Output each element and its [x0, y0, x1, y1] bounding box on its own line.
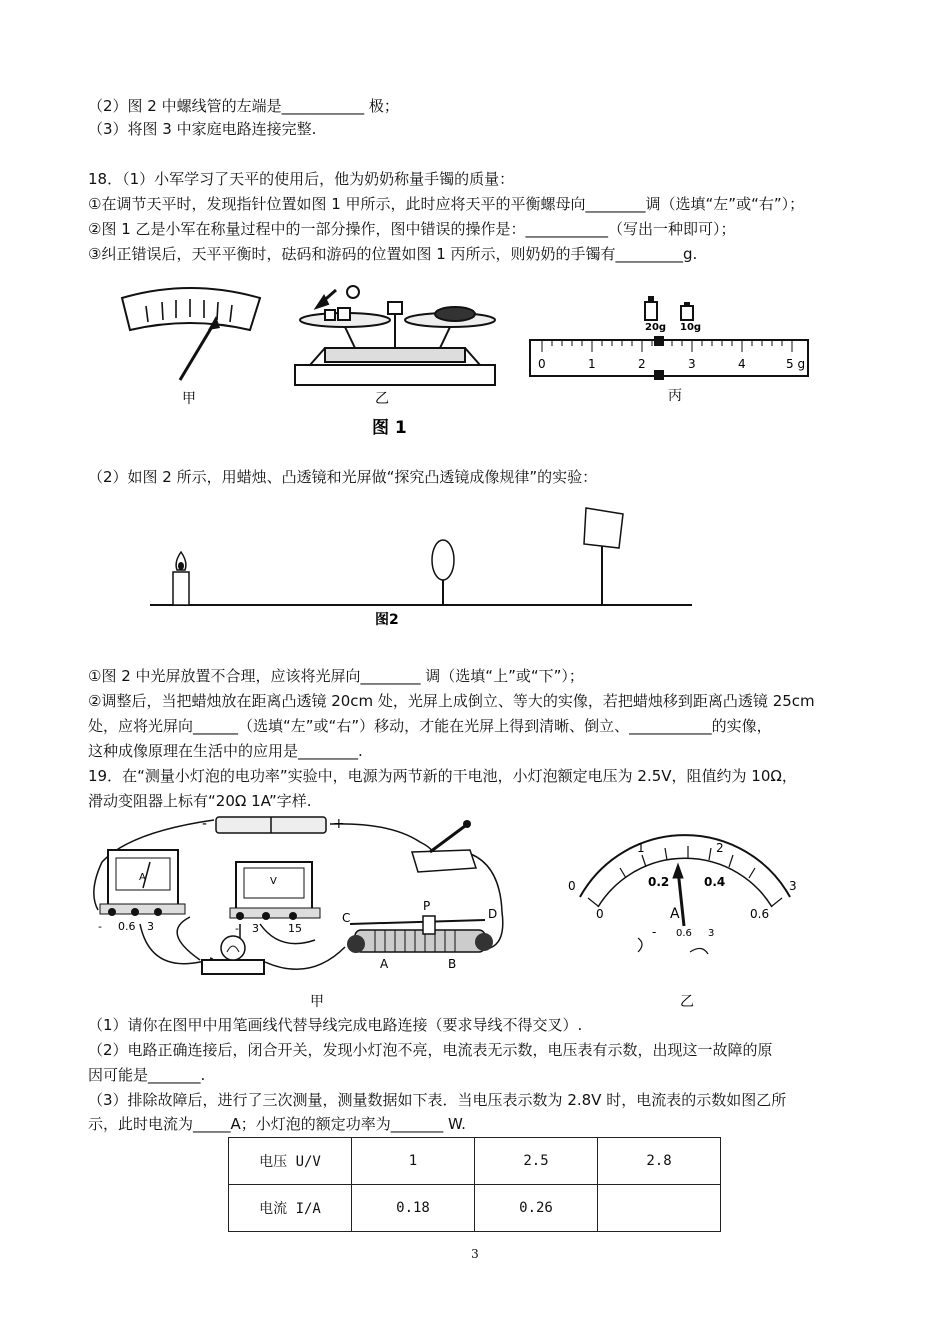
dial-outer-1: 1 — [637, 841, 645, 855]
dial-outer-2: 2 — [716, 841, 724, 855]
dial-inner-0.2: 0.2 — [648, 875, 670, 889]
table-cell: 1 — [352, 1138, 475, 1185]
table-cell: 0.26 — [475, 1185, 598, 1232]
q18-step-1: ①在调节天平时，发现指针位置如图 1 甲所示，此时应将天平的平衡螺母向________调（选填“左”或“右”）； — [88, 195, 805, 213]
q19-step-2b: 因可能是_______. — [88, 1066, 206, 1084]
page-number: 3 — [471, 1247, 479, 1261]
q18-part2-step-2a: ②调整后，当把蜡烛放在距离凸透镜 20cm 处，光屏上成倒立、等大的实像，若把蜡烛移到距离凸透镜 25cm — [88, 692, 815, 710]
table-cell: 2.8 — [598, 1138, 721, 1185]
dial-terminal-3: 3 — [708, 928, 715, 939]
circuit-figure — [90, 812, 810, 1012]
weight-10g-label: 10g — [680, 322, 702, 333]
scale-tick-4: 4 — [738, 357, 746, 371]
rheostat-label-p: P — [423, 899, 431, 913]
dial-inner-0.4: 0.4 — [704, 875, 726, 889]
fig1-label-bing: 丙 — [668, 388, 682, 404]
balance-diagram — [295, 286, 495, 385]
voltmeter-letter: V — [270, 876, 277, 887]
fig1-label-jia: 甲 — [182, 391, 196, 407]
fig2-caption: 图2 — [375, 612, 399, 628]
rheostat — [347, 916, 493, 953]
q18-step-2: ②图 1 乙是小军在称量过程中的一部分操作，图中错误的操作是：___________（写出一种即可）； — [88, 220, 736, 238]
dial-terminal-minus: - — [652, 925, 657, 939]
figure-1 — [110, 280, 830, 445]
q19-heading-b: 滑动变阻器上标有“20Ω 1A”字样. — [88, 792, 312, 810]
table-cell: 电流 I/A — [229, 1185, 352, 1232]
dial-terminal-0.6: 0.6 — [676, 928, 692, 939]
table-cell: 电压 U/V — [229, 1138, 352, 1185]
q17-line-2: （2）图 2 中螺线管的左端是___________ 极； — [88, 97, 399, 115]
voltmeter-terminal-3: 3 — [252, 922, 259, 935]
figure-2 — [150, 500, 700, 635]
q19-step-1: （1）请你在图甲中用笔画线代替导线完成电路连接（要求导线不得交叉）. — [88, 1016, 583, 1034]
ammeter-terminal-3: 3 — [147, 920, 154, 933]
voltmeter-terminal-15: 15 — [288, 922, 302, 935]
q18-heading: 18．（1）小军学习了天平的使用后，他为奶奶称量手镯的质量： — [88, 170, 515, 188]
ammeter-minus-terminal: - — [98, 920, 102, 933]
circuit-label-jia: 甲 — [310, 994, 324, 1010]
dial-inner-0.6: 0.6 — [750, 907, 770, 921]
light-bulb — [202, 936, 264, 974]
q19-step-3a: （3）排除故障后，进行了三次测量，测量数据如下表．当电压表示数为 2.8V 时，电流表的示数如图乙所 — [88, 1091, 787, 1109]
battery-plus-label: + — [333, 816, 345, 832]
scale-tick-2: 2 — [638, 357, 646, 371]
balance-pointer-diagram — [122, 288, 260, 380]
ammeter-letter: A — [139, 872, 146, 883]
rheostat-label-b: B — [448, 957, 457, 971]
q18-part2-heading: （2）如图 2 所示，用蜡烛、凸透镜和光屏做“探究凸透镜成像规律”的实验： — [88, 468, 598, 486]
ammeter-terminal-0.6: 0.6 — [118, 920, 136, 933]
dial-label-yi: 乙 — [680, 994, 694, 1010]
fig1-label-yi: 乙 — [375, 391, 389, 407]
dial-outer-3: 3 — [789, 879, 797, 893]
switch — [412, 820, 476, 872]
table-cell-empty — [598, 1185, 721, 1232]
q19-heading-a: 19．在“测量小灯泡的电功率”实验中，电源为两节新的干电池，小灯泡额定电压为 2.5V，阻值约为 10Ω， — [88, 767, 797, 785]
q17-line-3: （3）将图 3 中家庭电路连接完整. — [88, 120, 317, 138]
q18-step-3: ③纠正错误后，天平平衡时，砝码和游码的位置如图 1 丙所示，则奶奶的手镯有_________g. — [88, 245, 698, 263]
dial-letter-a: A — [670, 906, 680, 922]
voltmeter-minus-terminal: - — [235, 922, 239, 935]
table-cell: 2.5 — [475, 1138, 598, 1185]
ammeter — [100, 850, 185, 916]
rheostat-label-c: C — [342, 911, 351, 925]
candle — [173, 552, 189, 605]
table-cell: 0.18 — [352, 1185, 475, 1232]
scale-tick-5: 5 g — [786, 357, 806, 371]
battery — [216, 817, 326, 833]
dial-outer-0: 0 — [568, 879, 576, 893]
table-row — [229, 1138, 721, 1185]
dial-inner-0: 0 — [596, 907, 604, 921]
light-screen — [584, 508, 623, 605]
voltmeter — [230, 862, 320, 920]
q19-step-3b: 示，此时电流为_____A；小灯泡的额定功率为_______ W. — [88, 1115, 466, 1133]
q18-part2-step-2c: 这种成像原理在生活中的应用是________. — [88, 742, 363, 760]
rheostat-label-a: A — [380, 957, 389, 971]
q18-part2-step-2b: 处，应将光屏向______（选填“左”或“右”）移动，才能在光屏上得到清晰、倒立、___________的实像， — [88, 717, 772, 735]
weight-20g-label: 20g — [645, 322, 667, 333]
scale-tick-1: 1 — [588, 357, 596, 371]
q18-part2-step-1: ①图 2 中光屏放置不合理，应该将光屏向________ 调（选填“上”或“下”）； — [88, 667, 584, 685]
scale-tick-0: 0 — [538, 357, 546, 371]
rheostat-label-d: D — [488, 907, 498, 921]
measurement-table — [228, 1137, 721, 1232]
battery-minus-label: - — [202, 816, 208, 832]
weights-and-rider-scale — [530, 296, 808, 380]
fig1-caption: 图 1 — [372, 418, 407, 438]
q19-step-2a: （2）电路正确连接后，闭合开关，发现小灯泡不亮，电流表无示数，电压表有示数，出现这一故障的原 — [88, 1041, 773, 1059]
scale-tick-3: 3 — [688, 357, 696, 371]
convex-lens — [432, 540, 454, 605]
table-row — [229, 1185, 721, 1232]
